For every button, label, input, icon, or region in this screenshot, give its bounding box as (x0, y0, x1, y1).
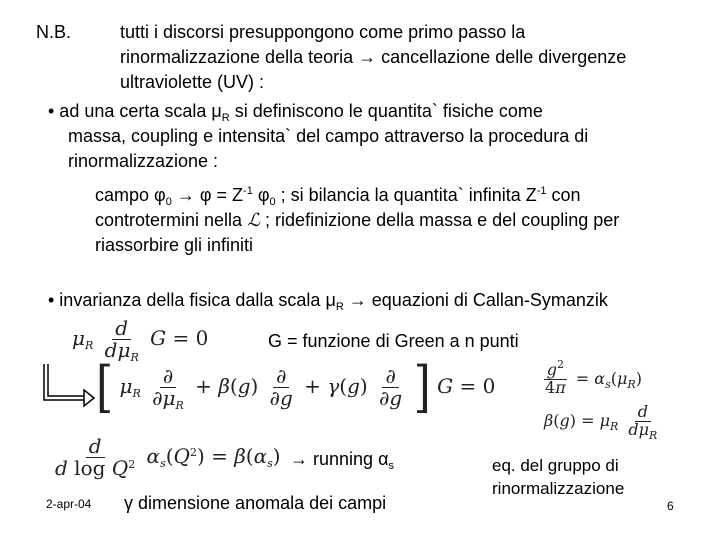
rg-note-line-1: eq. del gruppo di (492, 456, 619, 475)
bullet1-line-1: • ad una certa scala $\mu_R$ si definiscono le quantita` fisiche come (48, 101, 543, 124)
gamma-note: γ dimensione anomala dei campi (124, 493, 387, 513)
nb-label: N.B. (36, 22, 72, 42)
campo-line-1: campo $\varphi_0 \to \varphi = Z^{-1}$ $\varphi_0$ ; si bilancia la quantita` infinita $Z^{-1}$ con (95, 185, 581, 208)
eq-running: $\frac{d}{d \log Q^2}$ $\alpha_s(Q^2) = \beta(\alpha_s)$ (55, 434, 281, 480)
bullet1-line-3: rinormalizzazione : (68, 151, 219, 171)
page-number: 6 (667, 499, 674, 513)
implication-arrow-icon (40, 362, 96, 412)
bullet2-line: • invarianza della fisica dalla scala $\mu_R$ → equazioni di Callan-Symanzik (48, 290, 608, 313)
green-function-note: G = funzione di Green a n punti (268, 331, 519, 351)
campo-line-3: riassorbire gli infiniti (95, 235, 254, 255)
intro-line-1: tutti i discorsi presuppongono come primo passo la (120, 22, 526, 42)
eq-callan-symanzik: [ $\mu_R$ $\frac{\partial}{\partial\mu_R}$ + β(g) $\frac{\partial}{\partial g}$ + γ(g) $\frac{\partial}{\partial g}$ ] G = 0 (96, 355, 496, 419)
eq-cs-simple: $\mu_R$ $\frac{d}{d\mu_R}$ G = 0 (72, 316, 209, 364)
bullet1-line-2: massa, coupling e intensita` del campo attraverso la procedura di (68, 126, 589, 146)
intro-line-2: rinormalizzazione della teoria → cancellazione delle divergenze (120, 47, 627, 67)
rg-note-line-2: rinormalizzazione (492, 479, 625, 498)
campo-line-2: controtermini nella ℒ ; ridefinizione della massa e del coupling per (95, 210, 620, 231)
running-note: → running $\alpha_s$ (290, 449, 394, 472)
eq-beta-def: $\beta(g) = \mu_R$ $\frac{d}{d\mu_R}$ (544, 402, 658, 442)
intro-line-3: ultraviolette (UV) : (120, 72, 265, 92)
eq-alpha-def: $\frac{g^2}{4\pi}$ = $\alpha_s(\mu_R)$ (545, 358, 642, 397)
footer-date: 2-apr-04 (46, 497, 92, 511)
